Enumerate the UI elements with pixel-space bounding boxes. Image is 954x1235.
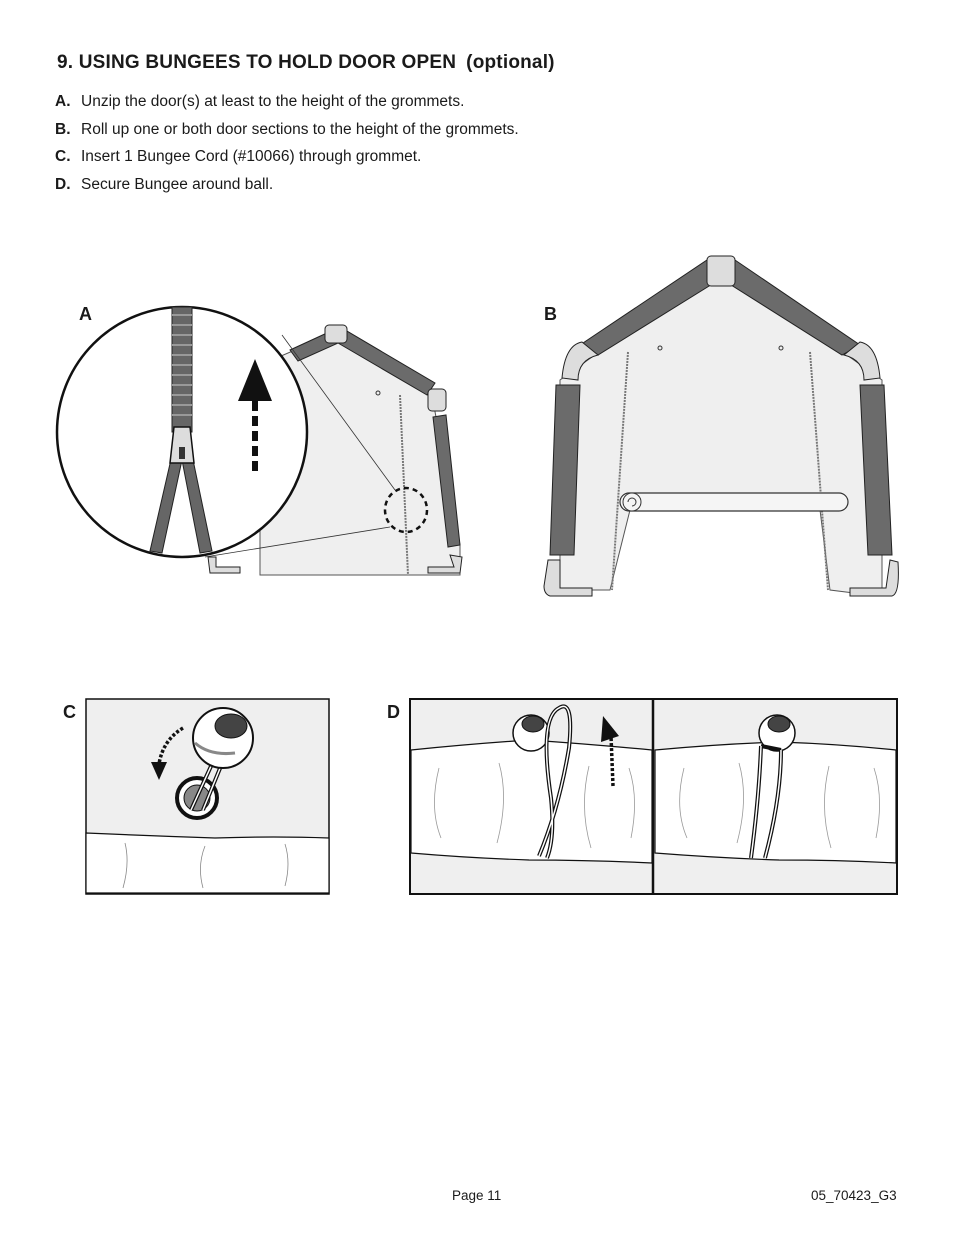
document-code: 05_70423_G3 (811, 1188, 897, 1203)
frame-foot (208, 557, 240, 573)
instruction-step-c (55, 143, 519, 171)
page-number: Page 11 (452, 1188, 502, 1203)
instruction-step-a (55, 88, 519, 116)
figure-d-illustration (409, 698, 899, 896)
section-title-text: 9. USING BUNGEES TO HOLD DOOR OPEN (57, 52, 457, 73)
section-title (57, 52, 555, 74)
figure-a-illustration (50, 295, 480, 585)
step-text: Insert 1 Bungee Cord (#10066) through grommet. (81, 148, 422, 165)
step-letter: A. (55, 93, 71, 110)
instruction-list (55, 88, 519, 198)
frame-joint (325, 325, 347, 343)
rolled-door-end (623, 493, 641, 511)
ball-cap (522, 716, 544, 732)
figure-d-label: D (387, 702, 400, 722)
step-letter: D. (55, 175, 71, 193)
step-letter: C. (55, 148, 71, 165)
figure-b-illustration (540, 250, 905, 600)
step-text: Secure Bungee around ball. (81, 175, 274, 193)
rolled-door (620, 493, 848, 511)
step-letter: B. (55, 120, 71, 138)
rolled-door (86, 833, 329, 893)
step-text: Roll up one or both door sections to the height of the grommets. (81, 120, 519, 138)
zipper-pull (179, 447, 185, 459)
instruction-step-b (55, 116, 519, 144)
rolled-door (411, 740, 652, 863)
figure-b-label: B (544, 304, 557, 324)
section-subtitle: (optional) (466, 52, 555, 73)
frame-peak (707, 256, 735, 286)
ball-cap (215, 714, 247, 738)
figure-c-illustration (85, 698, 330, 896)
figure-c-label: C (63, 702, 76, 722)
step-text: Unzip the door(s) at least to the height of the grommets. (81, 93, 465, 110)
instruction-step-d (55, 171, 519, 199)
frame-joint (428, 389, 446, 411)
shelter-cover (560, 265, 882, 595)
ball-cap (768, 716, 790, 732)
figure-a-label: A (79, 304, 92, 324)
